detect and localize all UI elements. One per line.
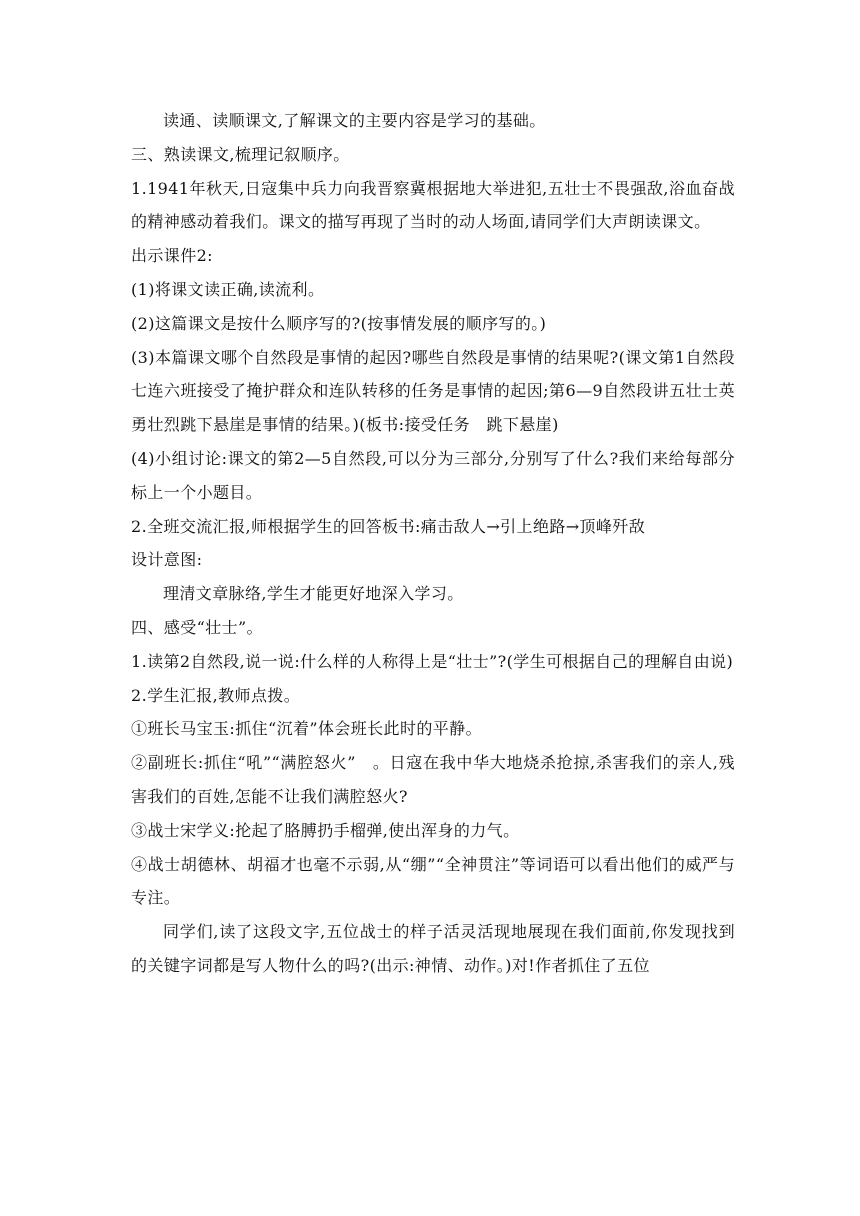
paragraph-7: (3)本篇课文哪个自然段是事情的起因?哪些自然段是事情的结果呢?(课文第1自然段七连六班接受了掩护群众和连队转移的任务是事情的起因;第6—9自然段讲五壮士英勇壮烈跳下悬崖是事情的结果。)(板书:接受任务 跳下悬崖) (131, 347, 735, 435)
paragraph-1: 读通、读顺课文,了解课文的主要内容是学习的基础。 (163, 111, 546, 130)
paragraph-19: 同学们,读了这段文字,五位战士的样子活灵活现地展现在我们面前,你发现找到的关键字词都是写人物什么的吗?(出示:神情、动作。)对!作者抓住了五位 (131, 922, 735, 975)
paragraph-17: ③战士宋学义:抡起了胳膊扔手榴弹,使出浑身的力气。 (131, 820, 520, 840)
paragraph-2: 三、熟读课文,梳理记叙顺序。 (131, 144, 350, 164)
paragraph-14: 2.学生汇报,教师点拨。 (131, 685, 301, 705)
paragraph-18: ④战士胡德林、胡福才也毫不示弱,从“绷”“全神贯注”等词语可以看出他们的威严与专注。 (131, 854, 735, 908)
paragraph-4: 出示课件2: (131, 246, 213, 266)
paragraph-9: 2.全班交流汇报,师根据学生的回答板书:痛击敌人→引上绝路→顶峰歼敌 (131, 516, 646, 536)
paragraph-11: 理清文章脉络,学生才能更好地深入学习。 (163, 584, 464, 604)
document-body (131, 104, 735, 983)
paragraph-15: ①班长马宝玉:抓住“沉着”体会班长此时的平静。 (131, 719, 482, 739)
paragraph-8: (4)小组讨论:课文的第2—5自然段,可以分为三部分,分别写了什么?我们来给每部分标上一个小题目。 (131, 448, 735, 502)
paragraph-13: 1.读第2自然段,说一说:什么样的人称得上是“壮士”?(学生可根据自己的理解自由说) (131, 651, 734, 671)
paragraph-6: (2)这篇课文是按什么顺序写的?(按事情发展的顺序写的。) (131, 313, 547, 333)
paragraph-10: 设计意图: (131, 550, 203, 570)
paragraph-16: ②副班长:抓住“吼”“满腔怒火” 。日寇在我中华大地烧杀抢掠,杀害我们的亲人,残害我们的百姓,怎能不让我们满腔怒火? (131, 753, 735, 806)
paragraph-3: 1.1941年秋天,日寇集中兵力向我晋察冀根据地大举进犯,五壮士不畏强敌,浴血奋战的精神感动着我们。课文的描写再现了当时的动人场面,请同学们大声朗读课文。 (131, 178, 735, 232)
paragraph-12: 四、感受“壮士”。 (131, 617, 263, 637)
paragraph-5: (1)将课文读正确,读流利。 (131, 279, 325, 299)
